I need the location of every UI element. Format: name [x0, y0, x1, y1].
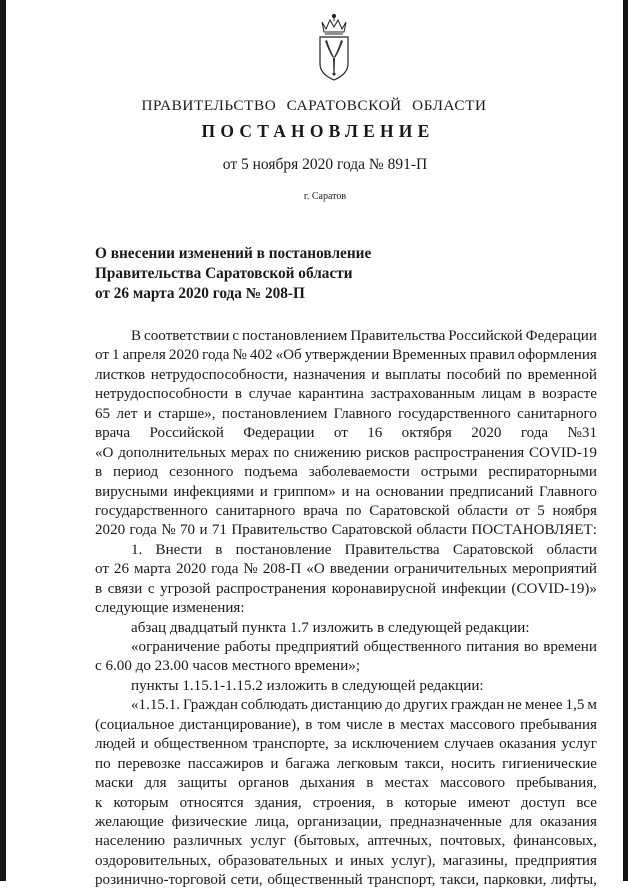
coat-of-arms-icon — [316, 12, 352, 82]
body-line — [95, 346, 597, 365]
word: лифты, — [551, 872, 597, 889]
word: в — [95, 464, 103, 481]
document-subject — [95, 244, 415, 304]
word: населению — [95, 833, 166, 850]
word: «О — [95, 444, 114, 461]
word: в — [387, 716, 396, 733]
body-line — [95, 735, 597, 754]
word: (COVID-19)» — [511, 580, 597, 597]
word: по — [506, 366, 522, 383]
word: все — [576, 794, 597, 811]
word: людей — [95, 736, 136, 753]
word: такси, — [439, 872, 479, 889]
body-line: следующие изменения: — [95, 600, 245, 617]
body-line — [95, 716, 597, 735]
word: Российской — [448, 328, 523, 344]
body-line — [95, 424, 597, 443]
word: пребывания — [520, 716, 597, 733]
word: Главного — [539, 483, 597, 500]
word: до — [385, 697, 401, 714]
word: легковым — [336, 755, 399, 772]
word: органов — [238, 775, 289, 792]
body-line — [95, 541, 597, 560]
word: 208-П — [262, 561, 302, 578]
word: и — [341, 483, 350, 500]
word: утверждении — [304, 347, 390, 364]
word: в — [234, 386, 242, 403]
word: области — [457, 502, 508, 519]
word: пособий — [446, 366, 501, 383]
word: такси, — [405, 755, 445, 772]
body-line — [95, 502, 597, 521]
word: гигиенические — [502, 755, 597, 772]
word: Правительства — [344, 541, 440, 558]
word: желающие — [95, 813, 164, 830]
word: случае — [248, 386, 292, 403]
word: оздоровительных, — [95, 852, 212, 869]
word: Саратовской — [369, 502, 450, 519]
word: пребывания, — [516, 775, 597, 792]
body-line: с 6.00 до 23.00 часов местного времени»; — [95, 658, 361, 675]
word: 26 — [113, 561, 130, 578]
word: во — [523, 639, 539, 655]
word: Правительство — [231, 522, 328, 539]
word: для — [144, 775, 167, 792]
word: которые — [404, 794, 457, 811]
word: числе — [346, 716, 383, 733]
word: основании — [375, 483, 444, 500]
word: 2020 — [175, 561, 207, 578]
word: «ограничение — [131, 639, 220, 655]
word: врача — [95, 425, 131, 442]
word: застрахованным — [370, 386, 475, 403]
word: Федерации — [525, 328, 597, 344]
subject-line: от 26 марта 2020 года № 208-П — [95, 285, 305, 302]
word: от — [515, 502, 530, 519]
word: багажа — [285, 755, 330, 772]
word: возрасте — [542, 386, 597, 403]
word: от — [95, 347, 109, 364]
word: постановлением — [241, 328, 348, 344]
word: COVID-19 — [528, 444, 597, 461]
word: сети, — [230, 872, 263, 889]
word: в — [215, 541, 223, 558]
word: финансовых, — [513, 833, 597, 850]
word: общественного — [363, 639, 462, 655]
word: № — [161, 522, 176, 539]
word: относятся — [179, 794, 244, 811]
word: организации, — [297, 813, 382, 830]
word: мероприятий — [512, 561, 597, 578]
word: услуг — [250, 833, 286, 850]
word: не — [507, 697, 522, 714]
word: предназначенные — [389, 813, 502, 830]
word: на — [355, 483, 371, 500]
word: в — [366, 775, 374, 792]
word: угрозой — [160, 580, 211, 597]
word: санитарного — [215, 502, 296, 519]
word: Федерации — [243, 425, 315, 442]
word: нетрудоспособности — [95, 386, 229, 403]
word: правил — [469, 347, 515, 364]
word: с — [147, 580, 155, 597]
word: Граждан — [183, 697, 238, 714]
word: общественном — [153, 736, 248, 753]
word: (бытовых, — [293, 833, 360, 850]
word: заболеваемости — [308, 464, 410, 481]
word: питания — [466, 639, 520, 655]
word: рисков — [365, 444, 410, 461]
word: местах — [384, 775, 429, 792]
word: Саратовской — [452, 541, 534, 558]
word: общественный — [267, 872, 363, 889]
body-line — [95, 696, 597, 715]
word: инфекции — [441, 580, 506, 597]
word: и — [334, 852, 344, 869]
word: иных — [350, 852, 385, 869]
word: здания, — [254, 794, 302, 811]
word: 5 — [537, 502, 545, 519]
word: (социальное — [95, 716, 175, 733]
document-body — [95, 327, 597, 891]
word: государственного — [95, 502, 208, 519]
word: от — [333, 425, 348, 442]
word: подъема — [244, 464, 298, 481]
word: врача — [303, 502, 339, 519]
word: соблюдать — [240, 697, 308, 714]
word: дистанцирование), — [179, 716, 300, 733]
word: вирусными — [95, 483, 168, 500]
word: выплаты — [385, 366, 441, 383]
word: 1,5 — [565, 697, 585, 714]
word: которым — [113, 794, 169, 811]
word: физические — [171, 813, 248, 830]
word: и — [140, 736, 149, 753]
word: лица, — [255, 813, 290, 830]
word: магазины, — [442, 852, 508, 869]
word: ПОСТАНОВЛЯЕТ: — [471, 522, 597, 539]
word: ноября — [552, 502, 597, 519]
word: оформления — [517, 347, 597, 364]
document-type: ПОСТАНОВЛЕНИЕ — [201, 121, 435, 141]
word: оказания — [499, 736, 557, 753]
body-line — [95, 463, 597, 482]
body-line — [95, 774, 597, 793]
word: доступ — [520, 794, 566, 811]
word: по — [95, 755, 111, 772]
word: апреля — [122, 347, 166, 364]
document-date-number: от 5 ноября 2020 года № 891-П — [222, 156, 428, 173]
word: от — [95, 561, 109, 578]
word: различных — [173, 833, 243, 850]
word: маски — [95, 775, 134, 792]
word: карантина — [298, 386, 364, 403]
word: введении — [329, 561, 389, 578]
word: сезонного — [169, 464, 234, 481]
word: года — [202, 347, 230, 364]
word: года — [211, 561, 239, 578]
word: предписаний — [449, 483, 534, 500]
word: массового — [440, 775, 506, 792]
word: Временных — [392, 347, 467, 364]
word: № — [232, 347, 247, 364]
word: том — [317, 716, 341, 733]
word: транспорте, — [252, 736, 329, 753]
word: случаев — [444, 736, 494, 753]
word: 65 — [95, 405, 111, 422]
word: соответствии — [144, 328, 230, 344]
word: оказания — [539, 813, 597, 830]
word: почтовых, — [440, 833, 506, 850]
body-line — [95, 813, 597, 832]
word: с — [232, 328, 240, 344]
word: области — [546, 541, 597, 558]
word: дополнительных — [118, 444, 227, 461]
word: в — [386, 794, 394, 811]
word: Саратовской — [331, 522, 413, 539]
word: Внести — [155, 541, 203, 558]
word: лет — [116, 405, 138, 422]
word: распространения — [414, 444, 525, 461]
word: исключением — [351, 736, 439, 753]
word: Главного — [333, 405, 392, 422]
word: 402 — [249, 347, 273, 364]
word: постановлением — [221, 405, 328, 422]
word: розинично-торговой — [95, 872, 227, 889]
body-line — [95, 832, 597, 851]
word: 71 — [211, 522, 227, 539]
word: 2020 — [168, 347, 200, 364]
word: массового — [449, 716, 515, 733]
word: за — [334, 736, 347, 753]
word: и — [199, 522, 208, 539]
word: к — [95, 794, 103, 811]
word: имеют — [467, 794, 510, 811]
word: 70 — [179, 522, 196, 539]
word: менее — [524, 697, 563, 714]
word: 2020 — [95, 522, 126, 539]
word: услуг), — [391, 852, 436, 869]
word: 16 — [367, 425, 383, 442]
body-line — [95, 794, 597, 813]
word: граждан — [450, 697, 505, 714]
word: и — [259, 483, 268, 500]
word: услуг — [561, 736, 597, 753]
word: коронавирусной — [331, 580, 437, 597]
word: распространения — [216, 580, 327, 597]
word: санитарного — [517, 405, 597, 422]
word: № — [243, 561, 258, 578]
word: в — [95, 580, 103, 597]
word: предприятия — [514, 852, 597, 869]
body-line — [95, 405, 597, 424]
word: инфекциями — [173, 483, 255, 500]
body-line — [95, 638, 597, 657]
word: 1 — [111, 347, 120, 364]
word: Правительства — [350, 328, 446, 344]
word: мерах — [230, 444, 269, 461]
word: «Об — [275, 347, 302, 364]
word: «1.15.1. — [131, 697, 181, 714]
word: м — [587, 697, 597, 714]
word: пассажиров — [187, 755, 264, 772]
word: острыми — [420, 464, 478, 481]
word: других — [403, 697, 448, 714]
word: местах — [400, 716, 445, 733]
word: и — [143, 405, 152, 422]
document-city: г. Саратов — [303, 191, 347, 202]
word: октября — [401, 425, 452, 442]
word: парковки, — [483, 872, 547, 889]
body-line — [95, 560, 597, 579]
word: марта — [133, 561, 171, 578]
word: временной — [527, 366, 597, 383]
word: по — [273, 444, 290, 461]
body-line — [95, 444, 597, 463]
word: года — [520, 425, 549, 442]
word: Российской — [149, 425, 224, 442]
word: предприятий — [275, 639, 359, 655]
word: период — [113, 464, 159, 481]
body-line: абзац двадцатый пункта 1.7 изложить в следующей редакции: — [131, 619, 530, 636]
word: гриппом» — [273, 483, 336, 500]
body-line — [95, 580, 597, 599]
word: листков — [95, 366, 146, 383]
word: аптечных, — [367, 833, 432, 850]
word: назначения — [293, 366, 366, 383]
body-line — [95, 327, 597, 346]
government-name: ПРАВИТЕЛЬСТВО САРАТОВСКОЙ ОБЛАСТИ — [141, 97, 487, 114]
word: лицам — [481, 386, 522, 403]
subject-line: Правительства Саратовской области — [95, 265, 353, 282]
word: области — [416, 522, 467, 539]
word: времени — [543, 639, 597, 655]
word: государственного — [397, 405, 511, 422]
word: дистанцию — [310, 697, 383, 714]
word: перевозке — [117, 755, 181, 772]
word: связи — [107, 580, 143, 597]
word: года — [129, 522, 157, 539]
word: дыхания — [300, 775, 355, 792]
word: «О — [306, 561, 325, 578]
word: 1. — [131, 541, 143, 558]
word: и — [371, 366, 380, 383]
word: ограничительных — [393, 561, 508, 578]
word: нетрудоспособности, — [150, 366, 288, 383]
word: №31 — [567, 425, 597, 442]
word: постановление — [235, 541, 332, 558]
word: 2020 — [471, 425, 502, 442]
body-line — [95, 385, 597, 404]
word: работы — [224, 639, 271, 655]
word: снижению — [293, 444, 362, 461]
body-line — [95, 755, 597, 774]
word: носить — [450, 755, 496, 772]
word: защиты — [177, 775, 227, 792]
word: по — [345, 502, 362, 519]
subject-line: О внесении изменений в постановление — [95, 245, 372, 262]
body-line — [95, 521, 597, 540]
body-line — [95, 483, 597, 502]
word: транспорт, — [367, 872, 436, 889]
body-line: пункты 1.15.1-1.15.2 изложить в следующей редакции: — [131, 677, 484, 694]
word: и — [270, 755, 279, 772]
word: старше», — [158, 405, 216, 422]
word: В — [131, 328, 142, 344]
word: в — [305, 716, 313, 733]
word: строения, — [312, 794, 376, 811]
word: в — [528, 386, 536, 403]
word: респираторными — [488, 464, 597, 481]
body-line — [95, 366, 597, 385]
word: образовательных — [218, 852, 328, 869]
word: для — [509, 813, 532, 830]
body-line — [95, 852, 597, 871]
